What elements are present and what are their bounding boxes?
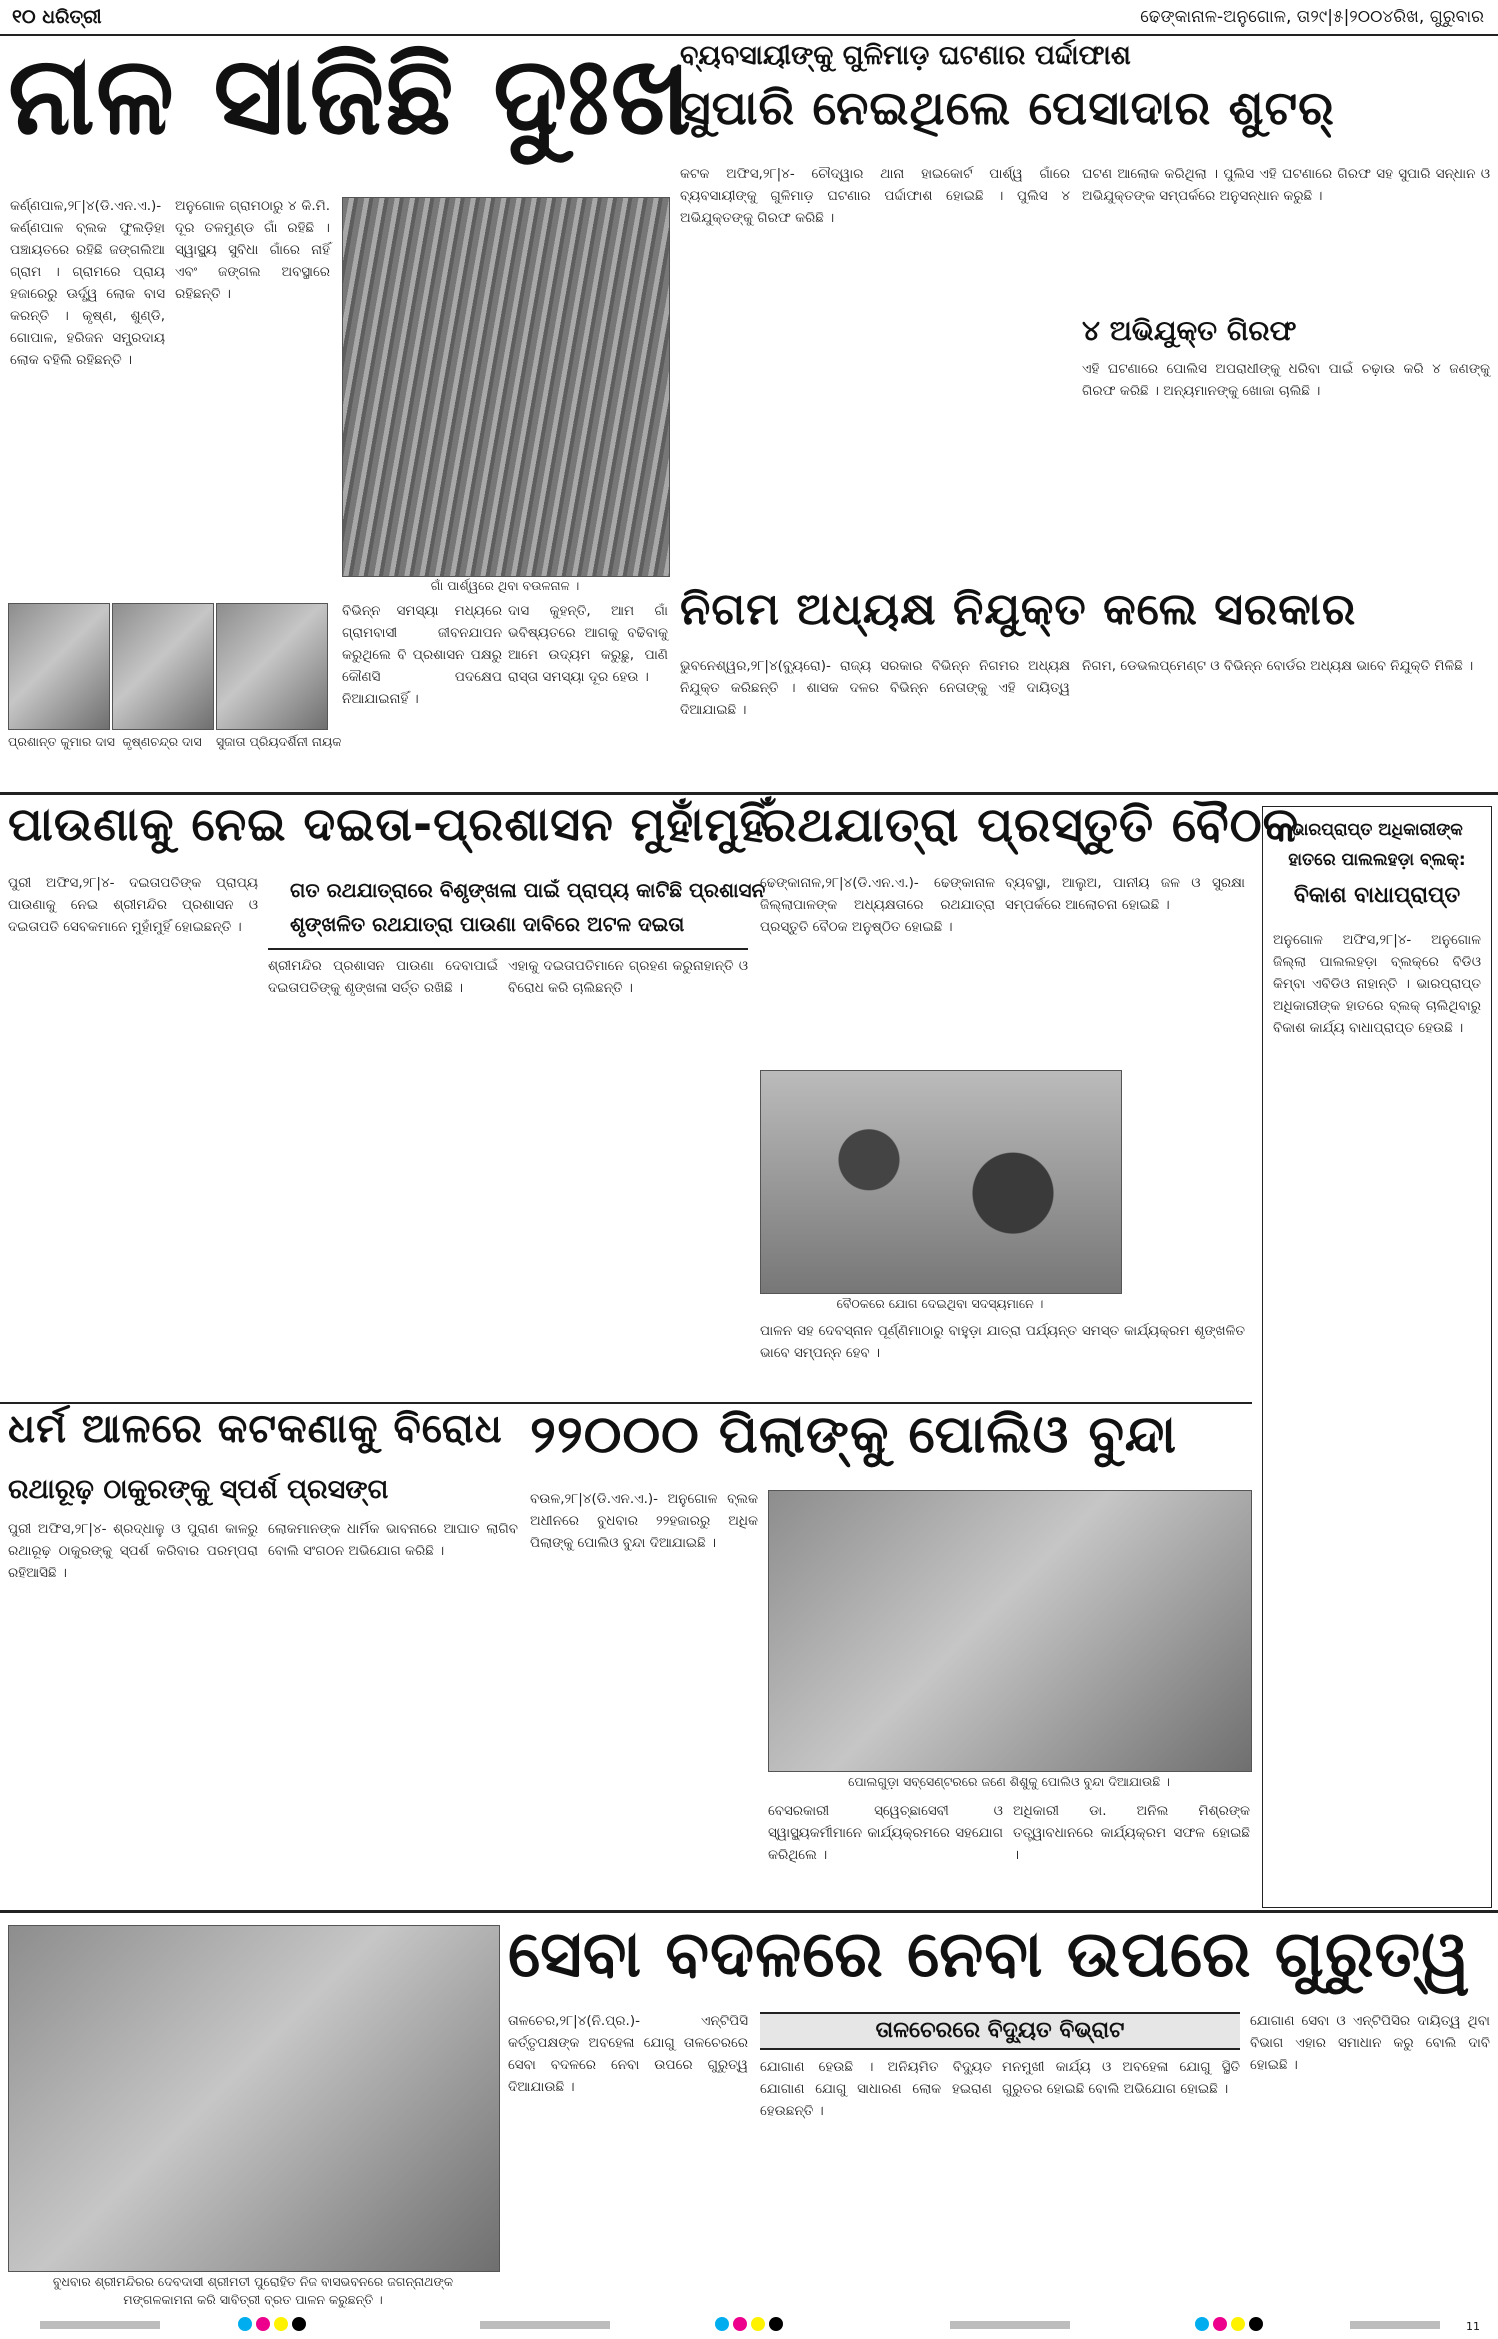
story4-col2: ଶ୍ରୀମନ୍ଦିର ପ୍ରଶାସନ ପାଉଣା ଦେବାପାଇଁ ଦଇତାପତିଙ୍କୁ ଶୃଙ୍ଖଳା ସର୍ତ୍ତ ରଖିଛି । [268,958,498,996]
story4-deck2: ଶୃଙ୍ଖଳିତ ରଥଯାତ୍ରା ପାଉଣା ଦାବିରେ ଅଟଳ ଦଇତା [290,912,685,936]
reg-magenta-dot-2 [733,2317,747,2331]
story5-col1: ଢେଙ୍କାନାଳ,୨୮|୪(ଡି.ଏନ.ଏ.)- ଢେଙ୍କାନାଳ ଜିଲ୍ଲାପାଳଙ୍କ ଅଧ୍ୟକ୍ଷତାରେ ରଥଯାତ୍ରା ପ୍ରସ୍ତୁତି ବୈଠକ ଅନୁଷ୍ଠିତ ହୋଇଛି । [760,875,995,935]
story9-headline: ସେବା ବଦଳରେ ନେବା ଉପରେ ଗୁରୁତ୍ୱ [508,1918,1471,1992]
page-label: ୧୦ ଧରିତ୍ରୀ [12,6,102,28]
reg-cyan-dot-3 [1195,2317,1209,2331]
story1-col4: ଦାସ କୁହନ୍ତି, ଆମ ଗାଁ ଭବିଷ୍ୟତରେ ଆଗକୁ ବଢିବାକୁ ଆମେ ଉଦ୍ୟମ କରୁଛୁ, ପାଣି ରାସ୍ତା ସମସ୍ୟା ଦୂର ହେଉ । [508,603,668,685]
reg-yellow-dot-2 [751,2317,765,2331]
portrait-caption-1: ପ୍ରଶାନ୍ତ କୁମାର ଦାସ [8,734,115,749]
story9-col2: ଯୋଗାଣ ହେଉଛି । ଅନିୟମିତ ବିଦ୍ୟୁତ ଯୋଗାଣ ଯୋଗୁ ସାଧାରଣ ଲୋକ ହଇରାଣ ହେଉଛନ୍ତି । [760,2059,992,2119]
footer-bar-mid-right [950,2321,1070,2329]
story8-photo-caption: ପୋଲଗୁଡ଼ା ସବ୍‌ସେଣ୍ଟରରେ ଜଣେ ଶିଶୁକୁ ପୋଲିଓ ବୁନ୍ଦା ଦିଆଯାଉଛି । [848,1774,1170,1789]
reg-magenta-dot-3 [1213,2317,1227,2331]
story2-headline: ସୁପାରି ନେଇଥିଲେ ପେସାଦାର ଶୁଟର୍ [680,81,1335,136]
footer-bar-mid-left [480,2321,610,2329]
reg-yellow-dot-3 [1231,2317,1245,2331]
story7-col1: ପୁରୀ ଅଫିସ,୨୮|୪- ଶ୍ରଦ୍ଧାଳୁ ଓ ପୁରାଣ କାଳରୁ ରଥାରୂଢ଼ ଠାକୁରଙ୍କୁ ସ୍ପର୍ଶ କରିବାର ପରମ୍ପରା ରହିଆସିଛି । [8,1521,258,1581]
story1-headline: ନାଳ ସାଜିଛି ଦୁଃଖ [8,34,693,159]
dateline: ଢେଙ୍କାନାଳ-ଅନୁଗୋଳ, ତା୨୯|୫|୨୦୦୪ରିଖ, ଗୁରୁବାର [1140,7,1484,27]
story5-photo [760,1070,1122,1294]
portrait-caption-2: କୃଷ୍ଣଚନ୍ଦ୍ର ଦାସ [122,734,202,749]
story6-kicker: ଭାରପ୍ରାପ୍ତ ଅଧିକାରୀଙ୍କ ହାତରେ ପାଲଲହଡ଼ା ବ୍ଲକ୍: [1288,820,1466,870]
portrait-caption-3: ସୁଜାତା ପ୍ରିୟଦର୍ଶିନୀ ନାୟକ [216,734,342,749]
story1-col3: ବିଭିନ୍ନ ସମସ୍ୟା ମଧ୍ୟରେ ଗ୍ରାମବାସୀ ଜୀବନଯାପନ କରୁଥିଲେ ବି ପ୍ରଶାସନ ପକ୍ଷରୁ କୌଣସି ପଦକ୍ଷେପ ନିଆଯାଇନାହିଁ । [342,603,502,707]
reg-black-dot-3 [1249,2317,1263,2331]
reg-cyan-dot [238,2317,252,2331]
portrait-3 [216,603,328,730]
story8-col1: ବଉଳ,୨୮|୪(ଡି.ଏନ.ଏ.)- ଅନୁଗୋଳ ବ୍ଲକ ଅଧୀନରେ ବୁଧବାର ୨୨ହଜାରରୁ ଅଧିକ ପିଲାଙ୍କୁ ପୋଲିଓ ବୁନ୍ଦା ଦିଆଯାଇଛି । [530,1491,758,1551]
story8-col3: ଅଧିକାରୀ ଡା. ଅନିଲ ମିଶ୍ରଙ୍କ ତତ୍ତ୍ୱାବଧାନରେ କାର୍ଯ୍ୟକ୍ରମ ସଫଳ ହୋଇଛି । [1013,1803,1250,1863]
reg-black-dot [292,2317,306,2331]
story2-col2b: ଏହି ଘଟଣାରେ ପୋଲିସ ଅପରାଧୀଙ୍କୁ ଧରିବା ପାଇଁ ଚଢ଼ାଉ କରି ୪ ଜଣଙ୍କୁ ଗିରଫ କରିଛି । ଅନ୍ୟମାନଙ୍କୁ ଖୋଜା ଚାଲିଛି । [1082,361,1490,399]
story5-headline: ରଥଯାତ୍ରା ପ୍ରସ୍ତୁତି ବୈଠକ [760,797,1300,853]
reg-black-dot-2 [769,2317,783,2331]
story9-col3: ମନମୁଖୀ କାର୍ଯ୍ୟ ଓ ଅବହେଳା ଯୋଗୁ ସ୍ଥିତି ଗୁରୁତର ହୋଇଛି ବୋଲି ଅଭିଯୋଗ ହୋଇଛି । [1002,2059,1240,2097]
portrait-1 [8,603,110,730]
story2-subhead: ୪ ଅଭିଯୁକ୍ତ ଗିରଫ [1082,314,1297,347]
story4-col1: ପୁରୀ ଅଫିସ,୨୮|୪- ଦଇତାପତିଙ୍କ ପ୍ରାପ୍ୟ ପାଉଣାକୁ ନେଇ ଶ୍ରୀମନ୍ଦିର ପ୍ରଶାସନ ଓ ଦଇତାପତି ସେବକମାନେ ମୁହାଁମୁହିଁ ହୋଇଛନ୍ତି । [8,875,258,935]
story9-photo-caption-1: ବୁଧବାର ଶ୍ରୀମନ୍ଦିରର ଦେବଦାସୀ ଶ୍ରୀମତୀ ପୁରୋହିତ ନିଜ ବାସଭବନରେ ଜଗନ୍ନାଥଙ୍କ [52,2274,454,2289]
story9-photo [8,1925,500,2272]
story5-col3: ପାଳନ ସହ ଦେବସ୍ନାନ ପୂର୍ଣ୍ଣିମାଠାରୁ ବାହୁଡ଼ା ଯାତ୍ରା ପର୍ଯ୍ୟନ୍ତ ସମସ୍ତ କାର୍ଯ୍ୟକ୍ରମ ଶୃଙ୍ଖଳିତ ଭାବେ ସମ୍ପନ୍ନ ହେବ । [760,1323,1245,1361]
story4-deck1: ଗତ ରଥଯାତ୍ରାରେ ବିଶୃଙ୍ଖଳା ପାଇଁ ପ୍ରାପ୍ୟ କାଟିଛି ପ୍ରଶାସନ [290,878,766,902]
story4-deck-rule [268,948,748,950]
story9-col1: ତାଳଚେର,୨୮|୪(ନି.ପ୍ର.)- ଏନ୍‌ଟିପିସି କର୍ତ୍ତୃପକ୍ଷଙ୍କ ଅବହେଳା ଯୋଗୁ ତାଳଚେରରେ ସେବା ବଦଳରେ ନେବା ଉପରେ ଗୁରୁତ୍ୱ ଦିଆଯାଉଛି । [508,2013,748,2095]
story4-col3: ଏହାକୁ ଦଇତାପତିମାନେ ଗ୍ରହଣ କରୁନାହାନ୍ତି ଓ ବିରୋଧ କରି ଚାଲିଛନ୍ତି । [508,958,748,996]
story6-col1: ଅନୁଗୋଳ ଅଫିସ,୨୮|୪- ଅନୁଗୋଳ ଜିଲ୍ଲା ପାଲଲହଡ଼ା ବ୍ଲକ୍‌ରେ ବିଡିଓ କିମ୍ବା ଏବିଡିଓ ନାହାନ୍ତି । ଭାରପ୍ରାପ୍ତ ଅଧିକାରୀଙ୍କ ହାତରେ ବ୍ଲକ୍ ଚାଲିଥିବାରୁ ବିକାଶ କାର୍ଯ୍ୟ ବାଧାପ୍ରାପ୍ତ ହେଉଛି । [1273,932,1481,1036]
section-divider-2 [0,1402,1252,1404]
reg-magenta-dot [256,2317,270,2331]
footer-bar-left [40,2321,160,2329]
portrait-2 [112,603,214,730]
reg-cyan-dot-2 [715,2317,729,2331]
story3-headline: ନିଗମ ଅଧ୍ୟକ୍ଷ ନିଯୁକ୍ତ କଲେ ସରକାର [680,584,1357,635]
story2-kicker: ବ୍ୟବସାୟୀଙ୍କୁ ଗୁଳିମାଡ଼ ଘଟଣାର ପର୍ଦ୍ଦାଫାଶ [680,40,1131,71]
story5-col2b [1130,1070,1245,1292]
story5-col2: ବ୍ୟବସ୍ଥା, ଆଲୁଅ, ପାନୀୟ ଜଳ ଓ ସୁରକ୍ଷା ସମ୍ପର୍କରେ ଆଲୋଚନା ହୋଇଛି । [1005,875,1245,913]
story7-col2: ଲୋକମାନଙ୍କ ଧାର୍ମିକ ଭାବନାରେ ଆଘାତ ଲାଗିବ ବୋଲି ସଂଗଠନ ଅଭିଯୋଗ କରିଛି । [268,1521,518,1559]
story1-col1: କର୍ଣ୍ଣପାଳ,୨୮|୪(ଡି.ଏନ.ଏ.)- କର୍ଣ୍ଣପାଳ ବ୍ଲକ ଫୁଲଡ଼ିହା ପଞ୍ଚାୟତରେ ରହିଛି ଜଙ୍ଗଲିଆ ଗ୍ରାମ । ଗ୍ରାମରେ ପ୍ରାୟ ହଜାରେରୁ ଊର୍ଦ୍ଧ୍ୱ ଲୋକ ବାସ କରନ୍ତି । କୃଷ୍ଣ, ଶୁଣ୍ଡି, ଗୋପାଳ, ହରିଜନ ସମ୍ପ୍ରଦାୟ ଲୋକ ବହିଲି ରହିଛନ୍ତି । [10,198,165,368]
section-divider [0,792,1498,795]
story8-col2: ବେସରକାରୀ ସ୍ୱେଚ୍ଛାସେବୀ ଓ ସ୍ୱାସ୍ଥ୍ୟକର୍ମୀମାନେ କାର୍ଯ୍ୟକ୍ରମରେ ସହଯୋଗ କରିଥିଲେ । [768,1803,1003,1863]
section-divider-3 [0,1910,1498,1913]
story1-col2: ଅନୁଗୋଳ ଗ୍ରାମଠାରୁ ୪ କି.ମି. ଦୂର ତଳମୁଣ୍ଡ ଗାଁ ରହିଛି । ସ୍ୱାସ୍ଥ୍ୟ ସୁବିଧା ଗାଁରେ ନାହିଁ ଏବଂ ଜଙ୍ଗଲ ଅବସ୍ଥାରେ ରହିଛନ୍ତି । [175,198,330,302]
story6-box [1262,806,1492,1908]
story9-col4: ଯୋଗାଣ ସେବା ଓ ଏନ୍‌ଟିପିସିର ଦାୟିତ୍ୱ ଥିବା ବିଭାଗ ଏହାର ସମାଧାନ କରୁ ବୋଲି ଦାବି ହୋଇଛି । [1250,2013,1490,2073]
story9-subhead: ତାଳଚେରରେ ବିଦ୍ୟୁତ ବିଭ୍ରାଟ [760,2012,1240,2050]
footer-bar-right [1350,2321,1440,2329]
story1-photo [342,197,670,577]
story8-photo [768,1490,1252,1772]
story7-deck: ରଥାରୂଢ଼ ଠାକୁରଙ୍କୁ ସ୍ପର୍ଶ ପ୍ରସଙ୍ଗ [8,1474,389,1505]
story2-col2: ଘଟଣ ଆଲୋକ କରିଥିଲା । ପୁଲିସ ଏହି ଘଟଣାରେ ଗିରଫ ସହ ସୁପାରି ସନ୍ଧାନ ଓ ଅଭିଯୁକ୍ତଙ୍କ ସମ୍ପର୍କରେ ଅନୁସନ୍ଧାନ କରୁଛି । [1082,166,1490,204]
story3-col1: ଭୁବନେଶ୍ୱର,୨୮|୪(ବ୍ୟୁରୋ)- ରାଜ୍ୟ ସରକାର ବିଭିନ୍ନ ନିଗମର ଅଧ୍ୟକ୍ଷ ନିଯୁକ୍ତ କରିଛନ୍ତି । ଶାସକ ଦଳର ବିଭିନ୍ନ ନେତାଙ୍କୁ ଏହି ଦାୟିତ୍ୱ ଦିଆଯାଇଛି । [680,658,1070,718]
story9-photo-caption-2: ମଙ୍ଗଳକାମନା କରି ସାବିତ୍ରୀ ବ୍ରତ ପାଳନ କରୁଛନ୍ତି । [123,2292,383,2307]
story6-headline: ବିକାଶ ବାଧାପ୍ରାପ୍ତ [1293,883,1461,908]
story7-headline: ଧର୍ମ ଆଳରେ କଟକଣାକୁ ବିରୋଧ [8,1406,503,1452]
page-number: 11 [1466,2320,1480,2333]
reg-yellow-dot [274,2317,288,2331]
story2-col1: କଟକ ଅଫିସ,୨୮|୪- ଚୌଦ୍ୱାର ଥାନା ହାଇକୋର୍ଟ ପାର୍ଶ୍ୱ ଗାଁରେ ବ୍ୟବସାୟୀଙ୍କୁ ଗୁଳିମାଡ଼ ଘଟଣାର ପର୍ଦ୍ଦାଫାଶ ହୋଇଛି । ପୁଲିସ ୪ ଅଭିଯୁକ୍ତଙ୍କୁ ଗିରଫ କରିଛି । [680,166,1070,226]
story1-photo-caption: ଗାଁ ପାର୍ଶ୍ୱରେ ଥିବା ବଉଳନାଳ । [430,578,580,593]
story3-col2: ନିଗମ, ଡେଭଲପ୍ମେଣ୍ଟ ଓ ବିଭିନ୍ନ ବୋର୍ଡର ଅଧ୍ୟକ୍ଷ ଭାବେ ନିଯୁକ୍ତି ମିଳିଛି । [1082,658,1474,674]
story4-headline: ପାଉଣାକୁ ନେଇ ଦଇତା-ପ୍ରଶାସନ ମୁହାଁମୁହିଁ [8,797,768,851]
story8-headline: ୨୨୦୦୦ ପିଲାଙ୍କୁ ପୋଲିଓ ବୁନ୍ଦା [530,1405,1178,1465]
story5-photo-caption: ବୈଠକରେ ଯୋଗ ଦେଇଥିବା ସଦସ୍ୟମାନେ । [836,1296,1044,1311]
page-header [0,0,1498,36]
